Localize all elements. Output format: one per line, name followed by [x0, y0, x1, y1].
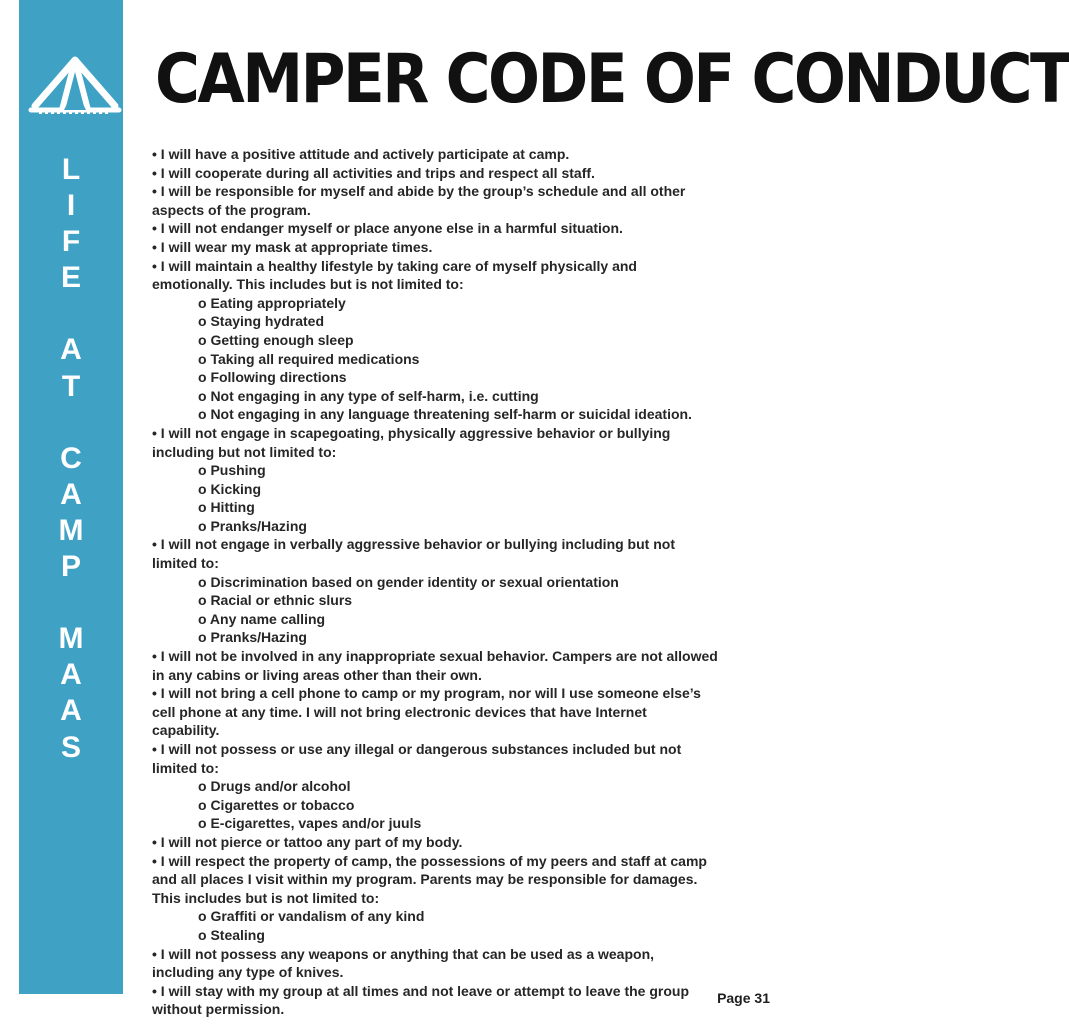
vertical-letter [19, 585, 123, 621]
vertical-letter: F [61, 225, 81, 259]
vertical-letter: C [60, 441, 82, 475]
sub-list-item: o Staying hydrated [198, 313, 325, 330]
rule-line: without permission. [152, 1001, 285, 1018]
sub-list-item: o Cigarettes or tobacco [198, 796, 355, 813]
rule-line: • I will not possess any weapons or anything that can be used as a weapon, [152, 945, 655, 962]
sub-list-item: o Racial or ethnic slurs [198, 592, 353, 609]
rule-line: • I will stay with my group at all times and not leave or attempt to leave the group [152, 982, 690, 999]
sub-list-item: o Drugs and/or alcohol [198, 778, 351, 795]
sub-list-item: o Graffiti or vandalism of any kind [198, 908, 425, 925]
vertical-letter: A [60, 658, 82, 692]
rule-line: • I will wear my mask at appropriate times. [152, 238, 433, 255]
rule-line: and all places I visit within my program. Parents may be responsible for damages. [152, 871, 698, 888]
sub-list-item: o Discrimination based on gender identity or sexual orientation [198, 573, 619, 590]
rule-line: • I will not bring a cell phone to camp or my program, nor will I use someone else’s [152, 685, 701, 702]
rule-line: including any type of knives. [152, 964, 344, 981]
rule-line: including but not limited to: [152, 443, 337, 460]
sub-list-item: o Not engaging in any language threatening self-harm or suicidal ideation. [198, 406, 692, 423]
rule-line: cell phone at any time. I will not bring electronic devices that have Internet [152, 703, 647, 720]
sub-list-item: o Not engaging in any type of self-harm, i.e. cutting [198, 387, 539, 404]
rule-line: • I will be responsible for myself and abide by the group’s schedule and all other [152, 183, 686, 200]
vertical-letter: S [60, 730, 81, 764]
rule-line: • I will not be involved in any inappropriate sexual behavior. Campers are not allowed [152, 648, 718, 665]
sub-list-item: o Taking all required medications [198, 350, 420, 367]
code-of-conduct-list [152, 145, 767, 1019]
rule-line: limited to: [152, 555, 219, 572]
sub-list-item: o Stealing [198, 926, 265, 943]
sub-list-item: o Pranks/Hazing [198, 517, 307, 534]
rule-line: emotionally. This includes but is not limited to: [152, 276, 464, 293]
rule-line: This includes but is not limited to: [152, 889, 380, 906]
vertical-letter: M [58, 513, 84, 547]
rule-line: • I will not pierce or tattoo any part of my body. [152, 833, 463, 850]
rule-line: • I will respect the property of camp, the possessions of my peers and staff at camp [152, 852, 707, 869]
vertical-letter: E [60, 261, 81, 295]
vertical-letter: A [60, 694, 82, 728]
vertical-letter: T [61, 369, 81, 403]
vertical-letter: P [60, 550, 81, 584]
life-at-camp-maas-vertical-text [19, 152, 123, 766]
sub-list-item: o Pushing [198, 462, 266, 479]
rule-line: aspects of the program. [152, 201, 311, 218]
vertical-letter: M [58, 622, 84, 656]
vertical-letter: L [61, 153, 81, 186]
rule-line: • I will not endanger myself or place anyone else in a harmful situation. [152, 220, 623, 237]
sub-list-item: o Kicking [198, 480, 262, 497]
rule-line: limited to: [152, 759, 219, 776]
vertical-letter [19, 405, 123, 441]
rule-line: • I will have a positive attitude and actively participate at camp. [152, 146, 570, 162]
page-title: CAMPER CODE OF CONDUCT [155, 40, 1069, 119]
vertical-letter [19, 296, 123, 332]
sub-list-item: o Any name calling [198, 610, 326, 627]
rule-line: in any cabins or living areas other than their own. [152, 666, 482, 683]
tent-icon [29, 52, 121, 122]
sub-list-item: o Getting enough sleep [198, 331, 354, 348]
rule-line: • I will cooperate during all activities and trips and respect all staff. [152, 164, 595, 181]
sub-list-item: o E-cigarettes, vapes and/or juuls [198, 815, 422, 832]
sub-list-item: o Pranks/Hazing [198, 629, 307, 646]
vertical-letter: A [60, 333, 82, 367]
rule-line: capability. [152, 722, 220, 739]
rule-line: • I will not engage in scapegoating, physically aggressive behavior or bullying [152, 424, 671, 441]
sub-list-item: o Hitting [198, 499, 255, 516]
page-number: Page 31 [717, 990, 770, 1006]
rule-line: • I will not engage in verbally aggressive behavior or bullying including but not [152, 536, 675, 553]
rule-line: • I will not possess or use any illegal or dangerous substances included but not [152, 741, 682, 757]
vertical-letter: I [66, 189, 76, 223]
sidebar [19, 0, 123, 994]
rule-line: • I will maintain a healthy lifestyle by taking care of myself physically and [152, 257, 637, 274]
vertical-letter: A [60, 477, 82, 511]
sub-list-item: o Following directions [198, 369, 347, 386]
sub-list-item: o Eating appropriately [198, 294, 346, 311]
